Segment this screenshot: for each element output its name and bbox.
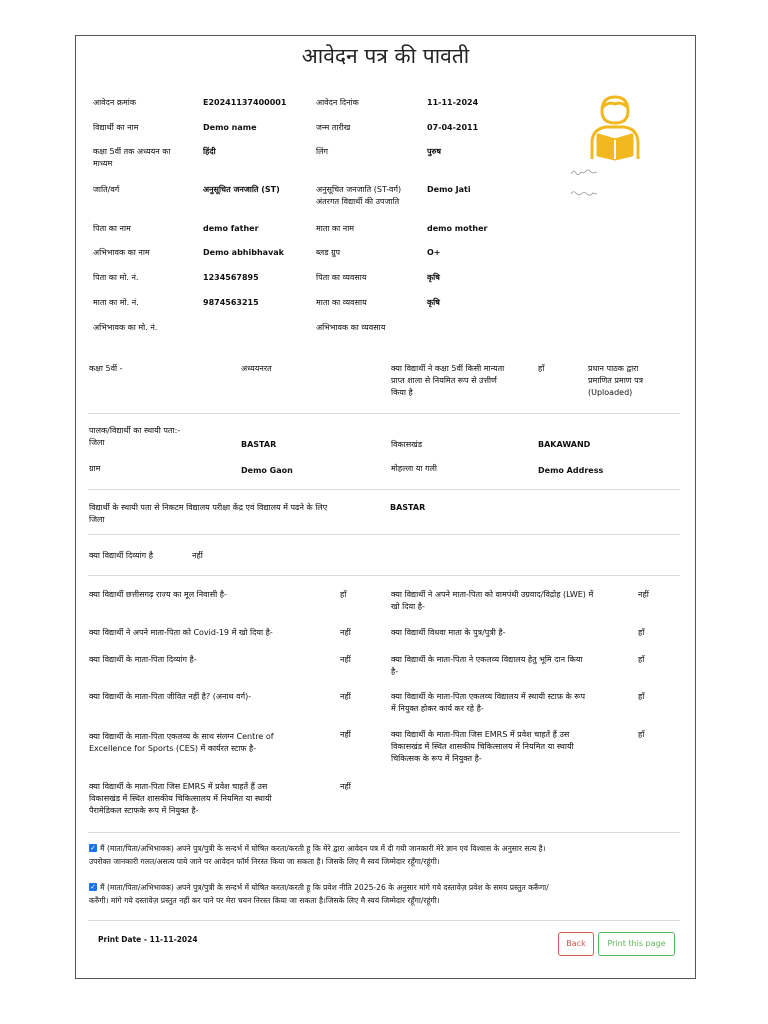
- divider: [88, 832, 680, 833]
- student-name-value: Demo name: [203, 123, 257, 132]
- gender-value: पुरुष: [427, 147, 441, 156]
- certificate-label-cont: प्रमाणित प्रमाण पत्र: [588, 376, 644, 385]
- father-mobile-label: पिता का मो. नं.: [93, 273, 139, 282]
- disability-label: क्या विद्यार्थी दिव्यांग है: [89, 551, 153, 560]
- mother-value: demo mother: [427, 224, 488, 233]
- locality-value: Demo Address: [538, 466, 604, 475]
- district-label: जिला: [89, 438, 105, 447]
- blood-group-label: ब्लड ग्रुप: [316, 248, 341, 257]
- blood-group-value: O+: [427, 248, 441, 257]
- signature-image: [570, 189, 598, 197]
- disability-value: नहीं: [192, 551, 203, 560]
- declaration-2-text: मैं (माता/पिता/अभिभावक) अपने पुत्र/पुत्री के सन्दर्भ में घोषित करता/करती हू कि प्रवेश नीति 2025-26 के अनुसार मांगे गये दस्तावेज़ प्रवेश के समय प्रस्तुत करूँगा/: [100, 883, 549, 892]
- dob-value: 07-04-2011: [427, 123, 479, 132]
- question-doctor-cont2: चिकित्सक के रूप में नियुक्त है-: [391, 754, 482, 763]
- medium-label: कक्षा 5वीं तक अध्ययन का: [93, 147, 171, 156]
- dob-label: जन्म तारीख: [316, 123, 351, 132]
- divider: [88, 920, 680, 921]
- print-date: Print Date - 11-11-2024: [98, 935, 198, 944]
- question-lwe: क्या विद्यार्थी ने अपने माता-पिता को वामपंथी उग्रवाद/विद्रोह (LWE) में: [391, 590, 594, 599]
- question-emrs-staff-cont: में नियुक्त होकर कार्य कर रहे है-: [391, 704, 484, 713]
- question-widow: क्या विद्यार्थी विधवा माता के पुत्र/पुत्री है-: [391, 628, 506, 637]
- guardian-label: अभिभावक का नाम: [93, 248, 150, 257]
- divider: [88, 413, 680, 414]
- answer-widow: हाँ: [638, 628, 645, 637]
- village-label: ग्राम: [89, 464, 101, 473]
- print-page-button[interactable]: Print this page: [598, 932, 675, 956]
- declaration-1-text-cont: उपरोक्त जानकारी गलत/असत्य पाये जाने पर आवेदन फॉर्म निरस्त किया जा सकता है। जिसके लिए मै स्वयं जिम्मेदार रहूँगा/रहूंगी।: [89, 857, 440, 866]
- divider: [88, 575, 680, 576]
- medium-label-cont: माध्यम: [93, 159, 113, 168]
- acknowledgement-sheet: [75, 35, 696, 979]
- district-value: BASTAR: [241, 440, 277, 449]
- app-no-label: आवेदन क्रमांक: [93, 98, 136, 107]
- question-lwe-cont: खो दिया है-: [391, 602, 425, 611]
- question-paramedic: क्या विद्यार्थी के माता-पिता जिस EMRS में प्रवेश चाहतें हैं उस: [89, 782, 268, 791]
- divider: [88, 534, 680, 535]
- answer-paramedic: नहीं: [340, 782, 351, 791]
- question-land-donation: क्या विद्यार्थी के माता-पिता ने एकलव्य विद्यालय हेतु भूमि दान किया: [391, 655, 583, 664]
- app-date-value: 11-11-2024: [427, 98, 479, 107]
- declaration-1-text: मैं (माता/पिता/अभिभावक) अपने पुत्र/पुत्री के सन्दर्भ में घोषित करता/करती हू कि मेरे द्वारा आवेदन पत्र में दी गयी जानकारी मेरे ज्ञान एवं विश्वास के अनुसार सत्य है।: [100, 844, 546, 853]
- address-heading: पालक/विद्यार्थी का स्थायी पता:-: [89, 426, 181, 435]
- student-name-label: विद्यार्थी का नाम: [93, 123, 139, 132]
- caste-value: अनुसूचित जनजाति (ST): [203, 185, 280, 194]
- question-native: क्या विद्यार्थी छत्तीसगढ़ राज्य का मूल निवासी है-: [89, 590, 227, 599]
- answer-emrs-staff: हाँ: [638, 692, 645, 701]
- student-reading-avatar-icon: [586, 93, 644, 161]
- question-parent-disabled: क्या विद्यार्थी के माता-पिता दिव्यांग है-: [89, 655, 197, 664]
- exam-center-value: BASTAR: [390, 503, 426, 512]
- caste-label: जाति/वर्ग: [93, 185, 120, 194]
- answer-land-donation: हाँ: [638, 655, 645, 664]
- gender-label: लिंग: [316, 147, 328, 156]
- answer-orphan: नहीं: [340, 692, 351, 701]
- answer-native: हाँ: [340, 590, 347, 599]
- guardian-value: Demo abhibhavak: [203, 248, 284, 257]
- question-doctor-cont: विकासखंड में स्थित शासकीय चिकित्सालय में नियमित या स्थायी: [391, 742, 574, 751]
- question-ces-staff-cont: Excellence for Sports (CES) में कार्यरत स्टाफ है-: [89, 744, 257, 753]
- app-date-label: आवेदन दिनांक: [316, 98, 359, 107]
- mother-occupation-value: कृषि: [427, 298, 440, 307]
- exam-center-label: विद्यार्थी के स्थायी पता से निकटम विद्यालय परीक्षा केंद्र एवं विद्यालय में पढने के लिए: [89, 503, 328, 512]
- class5-label: कक्षा 5वीं -: [89, 364, 123, 373]
- father-label: पिता का नाम: [93, 224, 131, 233]
- declaration-2-checkbox[interactable]: ✓: [90, 883, 96, 891]
- class5-question-cont2: किया है: [391, 388, 413, 397]
- class5-question: क्या विद्यार्थी ने कक्षा 5वीं किसी मान्यता: [391, 364, 505, 373]
- mother-mobile-value: 9874563215: [203, 298, 259, 307]
- block-value: BAKAWAND: [538, 440, 591, 449]
- mother-label: माता का नाम: [316, 224, 355, 233]
- question-land-donation-cont: है-: [391, 667, 399, 676]
- class5-question-cont: प्राप्त शाला से नियमित रूप से उत्तीर्ण: [391, 376, 497, 385]
- class5-answer: हाँ: [538, 364, 545, 373]
- question-emrs-staff: क्या विद्यार्थी के माता-पिता एकलव्य विद्यालय में स्थायी स्टाफ़ के रूप: [391, 692, 585, 701]
- medium-value: हिंदी: [203, 147, 216, 156]
- guardian-mobile-label: अभिभावक का मो. नं.: [93, 323, 158, 332]
- guardian-occupation-label: अभिभावक का व्यवसाय: [316, 323, 386, 332]
- question-covid: क्या विद्यार्थी ने अपने माता-पिता को Covid-19 में खो दिया है-: [89, 628, 273, 637]
- locality-label: मोहल्ला या गली: [391, 464, 438, 473]
- father-value: demo father: [203, 224, 259, 233]
- certificate-status: (Uploaded): [588, 388, 633, 397]
- exam-center-label-cont: जिला: [89, 515, 105, 524]
- signature-image: [570, 168, 598, 176]
- question-ces-staff: क्या विद्यार्थी के माता-पिता एकलव्य के साथ संलग्न Centre of: [89, 732, 274, 741]
- question-orphan: क्या विद्यार्थी के माता-पिता जीवित नहीं है? (अनाथ वर्ग)-: [89, 692, 252, 701]
- father-mobile-value: 1234567895: [203, 273, 259, 282]
- answer-lwe: नहीं: [638, 590, 649, 599]
- block-label: विकासखंड: [391, 440, 422, 449]
- question-paramedic-cont2: पैरामेडिकल स्टाफके रूप में नियुक्त है-: [89, 806, 199, 815]
- subcaste-value: Demo Jati: [427, 185, 471, 194]
- declaration-1-checkbox[interactable]: ✓: [90, 844, 96, 852]
- question-paramedic-cont: विकासखंड में स्थित शासकीय चिकित्सालय में नियमित या स्थायी: [89, 794, 272, 803]
- divider: [88, 489, 680, 490]
- answer-covid: नहीं: [340, 628, 351, 637]
- father-occupation-label: पिता का व्यवसाय: [316, 273, 367, 282]
- mother-mobile-label: माता का मो. नं.: [93, 298, 139, 307]
- village-value: Demo Gaon: [241, 466, 293, 475]
- mother-occupation-label: माता का व्यवसाय: [316, 298, 367, 307]
- answer-ces-staff: नहीं: [340, 730, 351, 739]
- page-title: आवेदन पत्र की पावती: [301, 44, 470, 68]
- question-doctor: क्या विद्यार्थी के माता-पिता जिस EMRS में प्रवेश चाहतें हैं उस: [391, 730, 570, 739]
- app-no-value: E20241137400001: [203, 98, 287, 107]
- answer-parent-disabled: नहीं: [340, 655, 351, 664]
- father-occupation-value: कृषि: [427, 273, 440, 282]
- answer-doctor: हाँ: [638, 730, 645, 739]
- back-button[interactable]: Back: [558, 932, 594, 956]
- subcaste-label: अनुसूचित जनजाति (ST-वर्ग): [316, 185, 402, 194]
- certificate-label: प्रधान पाठक द्वारा: [588, 364, 639, 373]
- subcaste-label-cont: अंतरगत विद्यार्थी की उपजाति: [316, 197, 400, 206]
- declaration-2-text-cont: करुँगी। मांगे गये दस्तावेज़ प्रस्तुत नहीं कर पाने पर मेरा चयन निरस्त किया जा सकता है।जिसके लिए मै स्वयं जिम्मेदार रहूँगा/रहूंगी।: [89, 896, 440, 905]
- class5-status: अध्ययनरत: [241, 364, 272, 373]
